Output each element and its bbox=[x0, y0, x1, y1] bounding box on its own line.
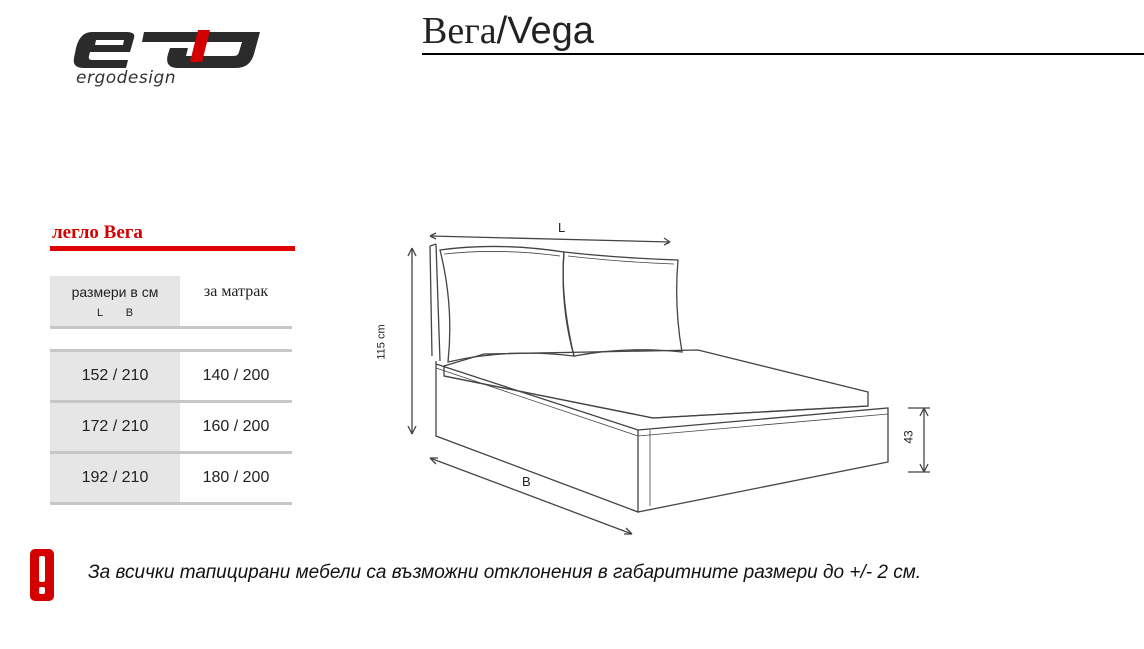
size-cell: 172 / 210 bbox=[50, 403, 180, 451]
bed-drawing bbox=[375, 216, 948, 546]
header-dimensions-sub: L B bbox=[96, 307, 134, 319]
size-table bbox=[50, 276, 292, 505]
label-length: L bbox=[558, 220, 566, 235]
mattress-cell: 160 / 200 bbox=[202, 418, 270, 435]
mattress-cell: 140 / 200 bbox=[202, 367, 270, 384]
header-dimensions bbox=[50, 276, 180, 326]
title-en: Vega bbox=[507, 10, 594, 52]
title-bg: Вега bbox=[422, 10, 497, 52]
label-base-height: 43 bbox=[901, 430, 916, 444]
page-title bbox=[422, 6, 594, 56]
label-height: 115 cm bbox=[375, 324, 388, 360]
title-separator: / bbox=[496, 10, 508, 52]
table-title: легло Вега bbox=[52, 222, 143, 243]
title-underline bbox=[422, 53, 1144, 55]
tolerance-note: За всички тапицирани мебели са възможни отклонения в габаритните размери до +/- 2 см. bbox=[88, 562, 922, 583]
exclamation-icon bbox=[30, 549, 54, 601]
mattress-cell: 180 / 200 bbox=[202, 469, 270, 486]
table-row bbox=[50, 403, 292, 454]
table-title-rule bbox=[50, 246, 295, 251]
label-width: B bbox=[522, 474, 531, 489]
table-row bbox=[50, 352, 292, 403]
table-spacer bbox=[50, 329, 292, 349]
logo-text: ergodesign bbox=[76, 68, 177, 88]
size-cell: 152 / 210 bbox=[50, 352, 180, 400]
header-dimensions-label: размери в см bbox=[71, 284, 159, 300]
header-mattress bbox=[180, 276, 292, 326]
table-row bbox=[50, 454, 292, 505]
table-header bbox=[50, 276, 292, 326]
brand-logo bbox=[70, 18, 270, 92]
header-mattress-label: за матрак bbox=[203, 283, 269, 300]
size-cell: 192 / 210 bbox=[50, 454, 180, 502]
